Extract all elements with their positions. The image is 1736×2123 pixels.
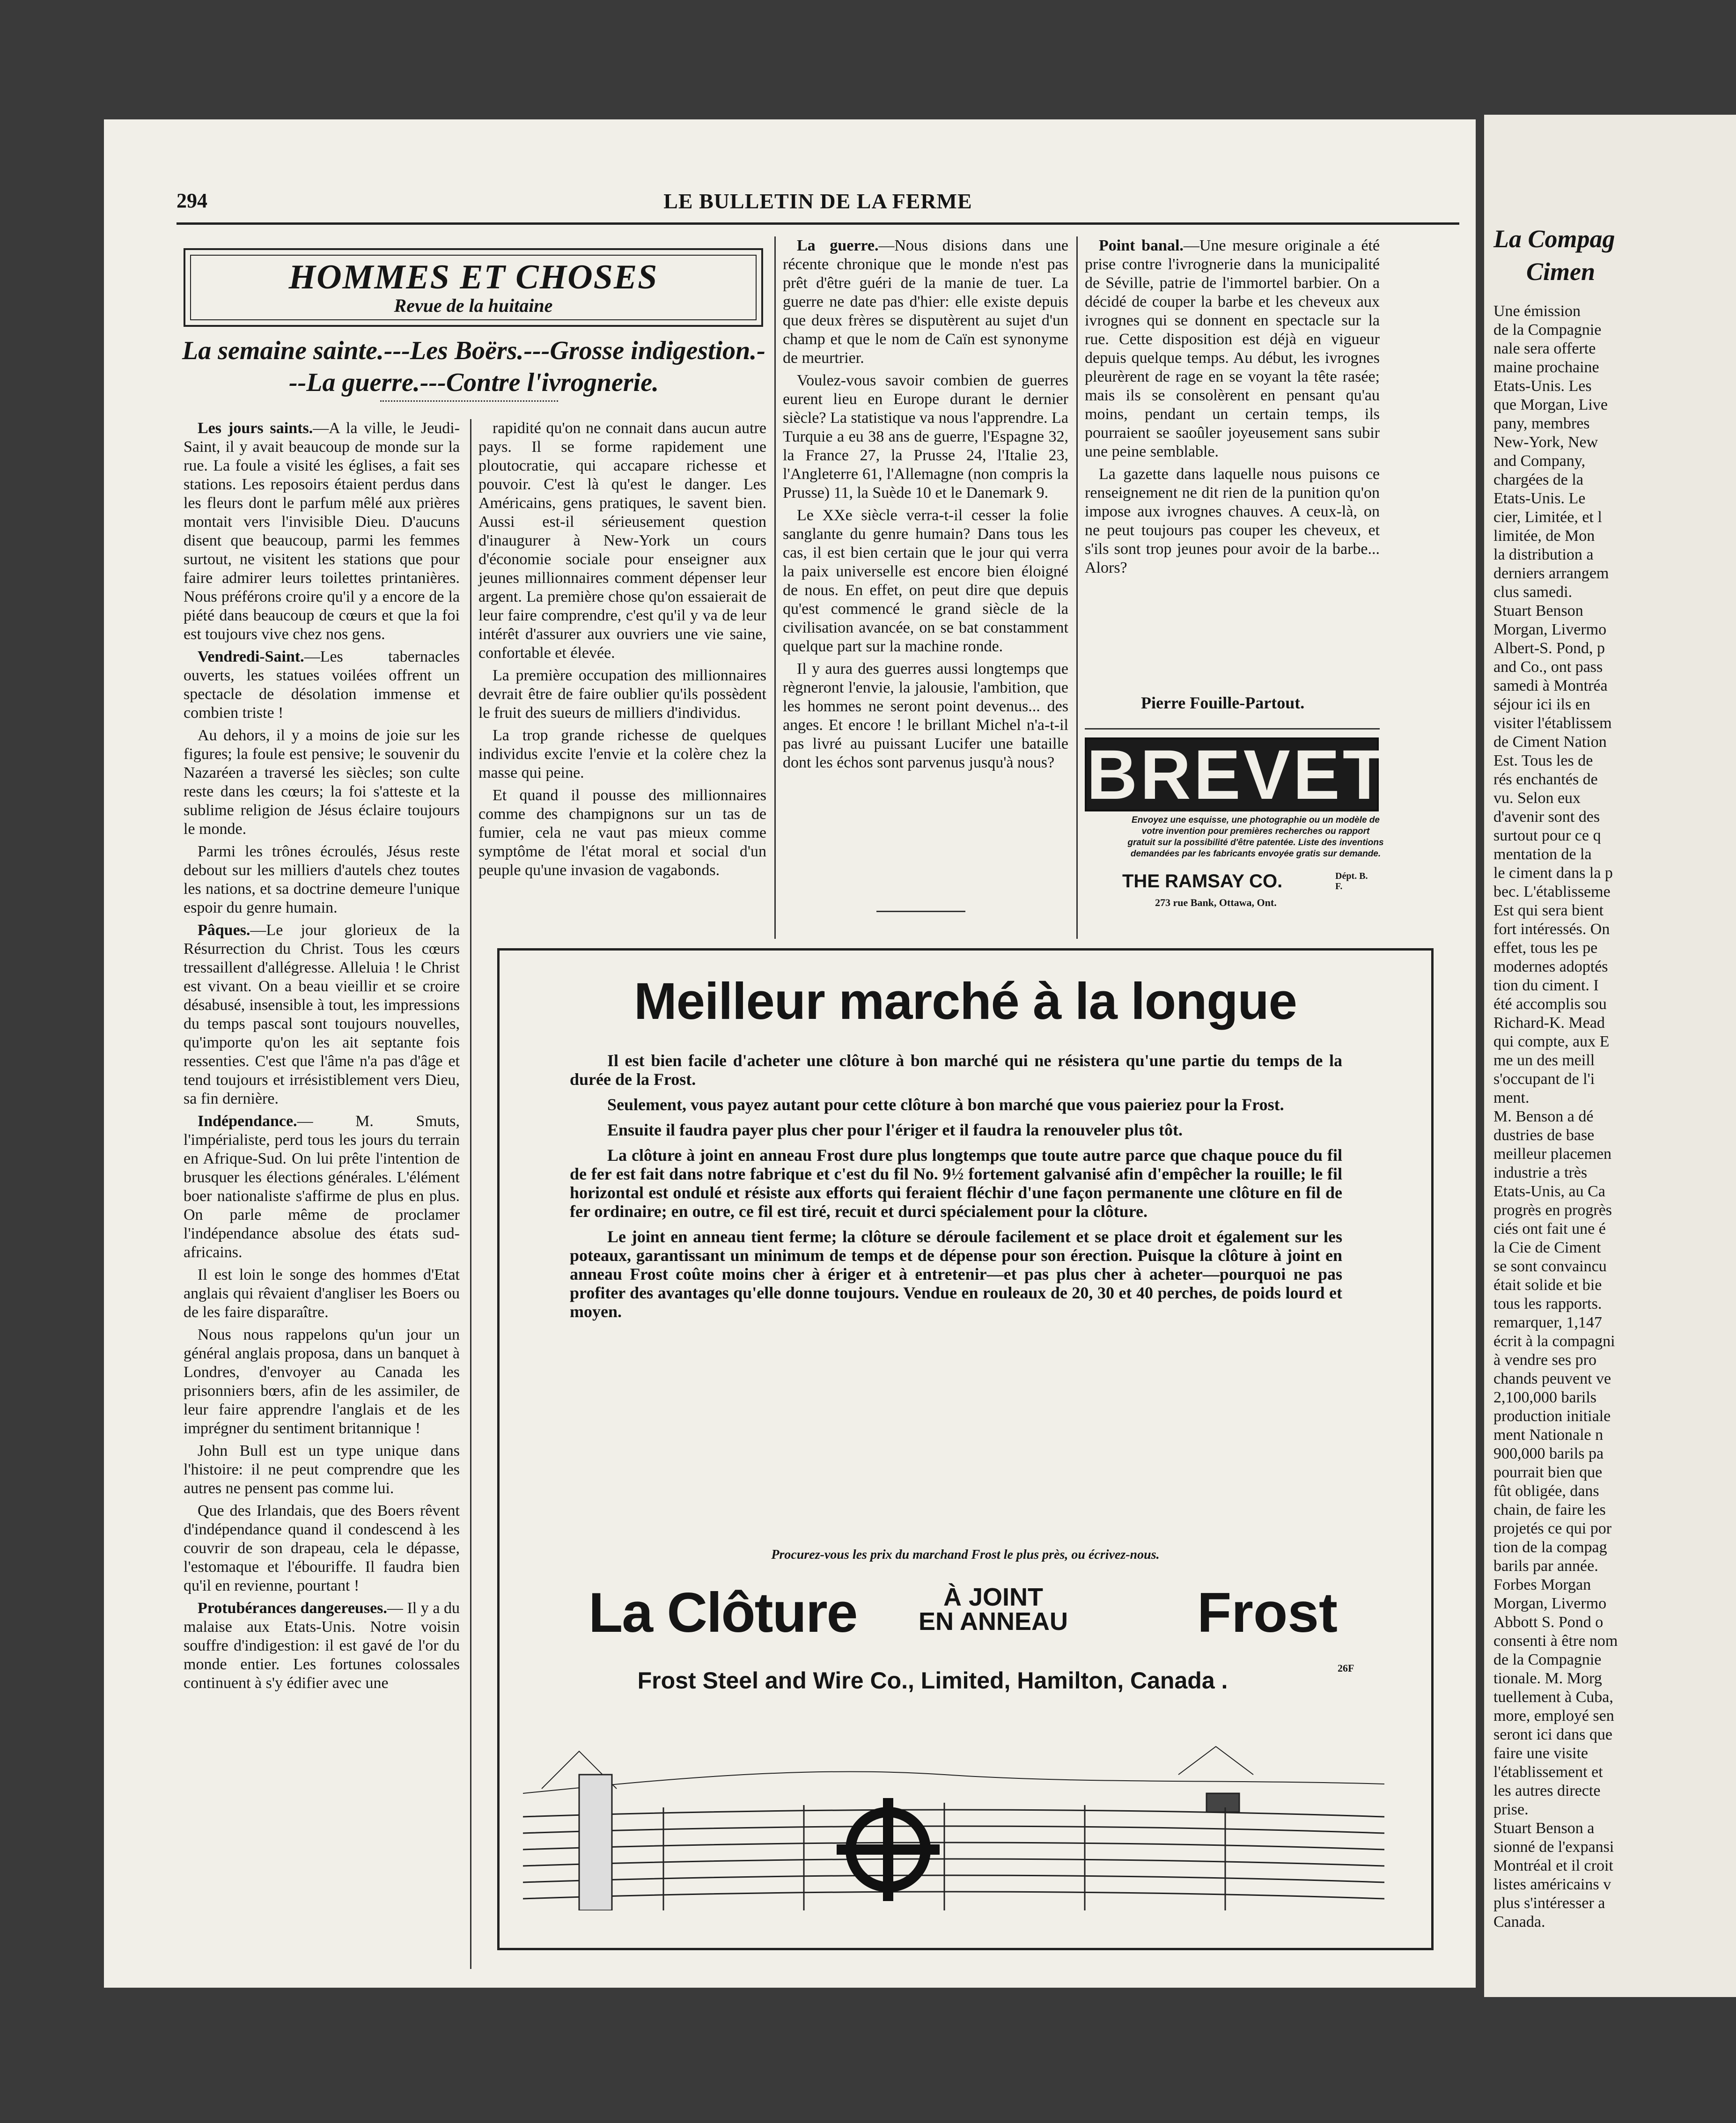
adjacent-line: modernes adoptés <box>1493 958 1608 975</box>
adjacent-line: pany, membres <box>1493 415 1590 432</box>
adjacent-line: ment Nationale n <box>1493 1426 1604 1444</box>
adjacent-line: effet, tous les pe <box>1493 939 1598 957</box>
adjacent-line: Morgan, Livermo <box>1493 1595 1607 1612</box>
paragraph-lead: Les jours saints. <box>198 420 313 437</box>
adjacent-text <box>1493 302 1736 1931</box>
adjacent-line: and Company, <box>1493 452 1586 470</box>
ad-code: 26F <box>1338 1662 1354 1674</box>
adjacent-line: plus s'intéresser a <box>1493 1894 1605 1912</box>
adjacent-line: faire une visite <box>1493 1745 1589 1762</box>
paragraph <box>184 726 460 839</box>
ad-call-to-action: Procurez-vous les prix du marchand Frost le plus près, ou écrivez-nous. <box>771 1548 1160 1562</box>
adjacent-line: le ciment dans la p <box>1493 864 1613 882</box>
adjacent-line: à vendre ses pro <box>1493 1351 1596 1369</box>
brand-middle-line2: EN ANNEAU <box>919 1607 1068 1636</box>
adjacent-line: me un des meill <box>1493 1052 1595 1069</box>
brand-middle-line1: À JOINT <box>943 1583 1044 1611</box>
paragraph-text: — M. Smuts, l'impérialiste, perd tous les jours du terrain en Afrique-Sud. On lui prête l'intention de brusquer les élections générales. L'élément boer nationaliste s'affirme de plus en plus. On parle même de proclamer l'indépendance absolue des états sud-africains. <box>184 1113 460 1261</box>
paragraph-text: Nous nous rappelons qu'un jour un général anglais proposa, dans un banquet à Londres, d'envoyer au Canada les prisonniers bœrs, afin de les assimiler, de leur faire apprendre l'anglais et de les imprégner du sentiment britannique ! <box>184 1326 460 1437</box>
author-signature: Pierre Fouille-Partout. <box>1141 693 1305 712</box>
adjacent-line: séjour ici ils en <box>1493 696 1590 713</box>
paragraph-text: —Nous disions dans une récente chronique que le monde n'est pas prêt d'être guéri de la manie de tuer. La guerre ne date pas d'hier: elle existe depuis que deux frères se disputèrent au sujet d'un champ et que le nom de Caïn est synonyme de meurtrier. <box>783 237 1068 367</box>
adjacent-line: projetés ce qui por <box>1493 1520 1612 1537</box>
paragraph-text: Que des Irlandais, que des Boers rêvent d'indépendance quand il condescend à les couvrir de son drapeau, cela le dépasse, l'estomaque et l'ébouriffe. Il faudra bien qu'il en revienne, pourtant ! <box>184 1502 460 1594</box>
adjacent-line: ment. <box>1493 1089 1530 1106</box>
paragraph-text: rapidité qu'on ne connait dans aucun autre pays. Il se forme rapidement une ploutocratie, qui accapare richesse et pouvoir. C'est là qu'est le danger. Les Américains, gens pratiques, le savent bien. Aussi est-il sérieusement question d'inaugurer à New-York un cours d'économie sociale pour enseigner aux jeunes millionnaires comment dépenser leur argent. La première chose qu'on essaierait de leur faire comprendre, c'est qu'il y va de leur intérêt d'assurer aux ouvriers une vie saine, confortable et élevée. <box>478 420 766 662</box>
paragraph-text: —Une mesure originale a été prise contre l'ivrognerie dans la municipalité de Séville, patrie de l'immortel barbier. On a décidé de couper la barbe et les cheveux aux ivrognes qui se donnent en spectacle sur la rue. Cette disposition est déjà en vigueur depuis quelque temps. Au début, les ivrognes pleurèrent de rage en se voyant la tête rasée; mais ils se consolèrent en pensant qu'au moins, pendant un certain temps, ils pourraient se saoûler joyeusement sans subir une peine semblable. <box>1085 237 1380 460</box>
paragraph-lead: Indépendance. <box>198 1113 297 1130</box>
paragraph <box>478 786 766 880</box>
paragraph-text: John Bull est un type unique dans l'histoire: il ne peut comprendre que les autres ne pensent pas comme lui. <box>184 1442 460 1497</box>
ornament-divider <box>380 400 558 406</box>
ad-paragraph: Il est bien facile d'acheter une clôture à bon marché qui ne résistera qu'une partie du temps de la durée de la Frost. <box>570 1051 1342 1089</box>
adjacent-line: surtout pour ce q <box>1493 827 1601 844</box>
brevets-company: THE RAMSAY CO. <box>1122 871 1283 892</box>
adjacent-line: chain, de faire les <box>1493 1501 1606 1519</box>
adjacent-line: Une émission <box>1493 302 1581 320</box>
brand-right: Frost <box>1197 1581 1338 1644</box>
adjacent-line: les autres directe <box>1493 1782 1601 1799</box>
adjacent-line: rés enchantés de <box>1493 771 1598 788</box>
adjacent-line: Etats-Unis. Les <box>1493 377 1592 395</box>
adjacent-line: d'avenir sont des <box>1493 808 1600 826</box>
paragraph <box>783 660 1068 772</box>
paragraph-lead: Point banal. <box>1099 237 1184 254</box>
adjacent-line: de Ciment Nation <box>1493 733 1607 751</box>
adjacent-line: s'occupant de l'i <box>1493 1070 1595 1088</box>
adjacent-line: cier, Limitée, et l <box>1493 509 1602 526</box>
paragraph <box>478 419 766 663</box>
paragraph-lead: Vendredi-Saint. <box>198 648 304 665</box>
paragraph-text: Le XXe siècle verra-t-il cesser la folie sanglante du genre humain? Dans tous les cas, il est bien certain que le jour qui verra la paix universelle est encore bien éloigné de nous. En effet, on peut dire que depuis qu'est commencé le grand siècle de la civilisation avancée, on se bat constamment quelque part sur la machine ronde. <box>783 507 1068 655</box>
adjacent-line: été accomplis sou <box>1493 995 1607 1013</box>
adjacent-line: fort intéressés. On <box>1493 921 1610 938</box>
adjacent-line: tion du ciment. I <box>1493 977 1599 994</box>
adjacent-line: chargées de la <box>1493 471 1583 488</box>
adjacent-line: pourrait bien que <box>1493 1464 1603 1481</box>
adjacent-line: se sont convaincu <box>1493 1258 1607 1275</box>
adjacent-line: l'établissement et <box>1493 1763 1603 1781</box>
adjacent-line: la distribution a <box>1493 546 1594 563</box>
paragraph <box>184 648 460 722</box>
adjacent-line: derniers arrangem <box>1493 565 1609 582</box>
paragraph-text: La gazette dans laquelle nous puisons ce renseignement ne dit rien de la punition qu'on impose aux ivrognes chauves. A ceux-là, on ne peut toujours pas couper les cheveux, et s'ils sont trop jeunes pour avoir de la barbe... Alors? <box>1085 465 1380 576</box>
adjacent-line: tion de la compag <box>1493 1539 1607 1556</box>
adjacent-line: remarquer, 1,147 <box>1493 1314 1602 1331</box>
adjacent-line: Canada. <box>1493 1913 1545 1931</box>
adjacent-line: ciés ont fait une é <box>1493 1220 1606 1238</box>
publication-title: LE BULLETIN DE LA FERME <box>663 189 972 213</box>
adjacent-line: nale sera offerte <box>1493 340 1596 357</box>
adjacent-line: Stuart Benson a <box>1493 1820 1595 1837</box>
paragraph <box>783 236 1068 368</box>
column-2 <box>478 419 766 884</box>
adjacent-line: Abbott S. Pond o <box>1493 1614 1604 1631</box>
adjacent-line: tionale. M. Morg <box>1493 1670 1602 1687</box>
paragraph-text: — Il y a du malaise aux Etats-Unis. Notre voisin souffre d'indigestion: il est gavé de l'or du monde entier. Les fortunes colossales continuent à s'y édifier avec une <box>184 1600 460 1692</box>
adjacent-line: more, employé sen <box>1493 1707 1614 1725</box>
adjacent-line: de la Compagnie <box>1493 1651 1602 1668</box>
paragraph <box>184 1266 460 1322</box>
adjacent-line: Albert-S. Pond, p <box>1493 640 1605 657</box>
paragraph <box>783 506 1068 656</box>
adjacent-line: Montréal et il croit <box>1493 1857 1613 1874</box>
column-1 <box>184 419 460 1696</box>
adjacent-line: écrit à la compagni <box>1493 1333 1615 1350</box>
adjacent-line: consenti à être nom <box>1493 1632 1618 1650</box>
header-rule <box>177 222 1459 225</box>
short-divider <box>876 911 965 912</box>
fence-illustration <box>523 1723 1384 1910</box>
paragraph <box>184 1442 460 1498</box>
paragraph <box>478 726 766 782</box>
paragraph-text: —A la ville, le Jeudi-Saint, il y avait beaucoup de monde sur la rue. La foule a visité les églises, a fait ses stations. Les reposoirs étaient perdus dans les fleurs dont le parfum mêlé aux prières montait vers l'invisible Dieu. D'aucuns disent que beaucoup, parmi les femmes surtout, ne visitent les stations que pour faire admirer leurs toilettes printanières. Nous préférons croire qu'il y a encore de la piété dans beaucoup de cœurs et que la foi est toujours vive chez nos gens. <box>184 420 460 643</box>
paragraph <box>184 1112 460 1262</box>
adjacent-line: prise. <box>1493 1801 1529 1818</box>
adjacent-line: and Co., ont pass <box>1493 658 1603 676</box>
column-rule <box>1076 236 1078 939</box>
adjacent-line: clus samedi. <box>1493 583 1573 601</box>
ad-body <box>570 1051 1342 1327</box>
adjacent-line: sionné de l'expansi <box>1493 1838 1614 1856</box>
paragraph-text: —Les tabernacles ouverts, les statues voilées offrent un spectacle de désolation immense et combien triste ! <box>184 648 460 722</box>
adjacent-line: production initiale <box>1493 1408 1611 1425</box>
short-divider <box>1085 728 1380 730</box>
ad-paragraph: Seulement, vous payez autant pour cette clôture à bon marché que vous paieriez pour la Frost. <box>607 1095 1284 1114</box>
paragraph-text: Au dehors, il y a moins de joie sur les figures; la foule est pensive; le souvenir du Nazaréen a traversé les siècles; son culte reste dans les cœurs; la foi s'atteste et la sublime religion de Jésus éclaire toujours le monde. <box>184 727 460 838</box>
paragraph-text: Il y aura des guerres aussi longtemps que règneront l'envie, la jalousie, l'ambition, que les hommes ne seront point devenus... des anges. Et encore ! le brillant Michel n'a-t-il pas livré au puissant Lucifer une bataille dont les échos sont parvenus jusqu'à nous? <box>783 660 1068 771</box>
page-number: 294 <box>177 189 207 212</box>
paragraph-lead: La guerre. <box>797 237 879 254</box>
paragraph-text: Il est loin le songe des hommes d'Etat anglais qui rêvaient d'angliser les Boers ou de les faire disparaître. <box>184 1266 460 1321</box>
ad-paragraph: Le joint en anneau tient ferme; la clôture se déroule facilement et se place droit et également sur les poteaux, garantissant un minimum de temps et de dépense pour son érection. Puisque la clôture à joint en anneau Frost coûte moins cher à ériger et à entretenir—et pas plus cher à acheter—pourquoi ne pas profiter des avantages qu'elle donne toujours. Vendue en rouleaux de 20, 30 et 40 perches, de poids lourd et moyen. <box>570 1227 1342 1321</box>
adjacent-line: la Cie de Ciment <box>1493 1239 1601 1256</box>
section-subtitle: Revue de la huitaine <box>394 295 553 316</box>
page-header <box>177 189 1459 212</box>
brevets-advertisement <box>1085 735 1438 908</box>
column-3 <box>783 236 1068 776</box>
paragraph <box>184 1599 460 1693</box>
adjacent-line: visiter l'établissem <box>1493 715 1612 732</box>
adjacent-page <box>1484 115 1736 1997</box>
adjacent-line: Forbes Morgan <box>1493 1576 1591 1593</box>
brevets-headline: BREVETS <box>1085 737 1379 811</box>
paragraph <box>184 1502 460 1595</box>
adjacent-line: Est qui sera bient <box>1493 902 1604 919</box>
brevets-address: 273 rue Bank, Ottawa, Ont. <box>1155 897 1277 908</box>
column-4 <box>1085 236 1380 581</box>
adjacent-heading-1: La Compag <box>1493 225 1615 253</box>
adjacent-line: était solide et bie <box>1493 1276 1602 1294</box>
adjacent-line: industrie a très <box>1493 1164 1588 1181</box>
paragraph-text: Parmi les trônes écroulés, Jésus reste debout sur les milliers d'autels chez toutes les nations, et sa doctrine demeure l'unique espoir du genre humain. <box>184 843 460 916</box>
paragraph <box>184 921 460 1108</box>
paragraph <box>1085 236 1380 461</box>
column-rule <box>470 419 471 1969</box>
adjacent-line: progrès en progrès <box>1493 1202 1612 1219</box>
adjacent-line: Stuart Benson <box>1493 602 1583 619</box>
adjacent-line: Etats-Unis. Le <box>1493 490 1586 507</box>
section-title: HOMMES ET CHOSES <box>288 258 658 296</box>
ad-headline: Meilleur marché à la longue <box>634 973 1297 1030</box>
adjacent-line: samedi à Montréa <box>1493 677 1608 694</box>
paragraph-text: Voulez-vous savoir combien de guerres eurent lieu en Europe durant le dernier siècle? La statistique va nous l'apprendre. La Turquie a eu 38 ans de guerre, l'Espagne 32, la France 27, la Prusse 24, l'Italie 23, l'Angleterre 61, l'Allemagne (non compris la Prusse) 11, la Suède 10 et le Danemark 9. <box>783 372 1068 501</box>
paragraph-lead: Protubérances dangereuses. <box>198 1600 387 1617</box>
adjacent-heading-2: Cimen <box>1526 258 1596 286</box>
adjacent-line: Morgan, Livermo <box>1493 621 1607 638</box>
paragraph-text: La trop grande richesse de quelques individus excite l'envie et la colère chez la masse qui peine. <box>478 727 766 781</box>
brand-middle <box>919 1585 1068 1634</box>
paragraph <box>184 842 460 917</box>
adjacent-line: Richard-K. Mead <box>1493 1014 1605 1032</box>
adjacent-line: vu. Selon eux <box>1493 789 1581 807</box>
adjacent-line: de la Compagnie <box>1493 321 1602 339</box>
adjacent-line: New-York, New <box>1493 434 1598 451</box>
adjacent-line: chands peuvent ve <box>1493 1370 1611 1387</box>
adjacent-line: 900,000 barils pa <box>1493 1445 1604 1462</box>
adjacent-line: maine prochaine <box>1493 359 1599 376</box>
adjacent-line: M. Benson a dé <box>1493 1108 1594 1125</box>
adjacent-line: 2,100,000 barils <box>1493 1389 1597 1406</box>
ad-paragraph: La clôture à joint en anneau Frost dure plus longtemps que toute autre parce que chaque pouce du fil de fer est fait dans notre fabrique et c'est du fil No. 9½ fortement galvanisé afin d'empêcher la rouille; le fil horizontal est ondulé et résiste aux efforts qui feraient fléchir d'une façon permanente une clôture en fil de fer ordinaire; en outre, ce fil est tiré, recuit et durci spécialement pour la clôture. <box>570 1146 1342 1221</box>
paragraph-lead: Pâques. <box>198 921 250 939</box>
ad-manufacturer: Frost Steel and Wire Co., Limited, Hamilton, Canada . <box>637 1667 1228 1694</box>
adjacent-column <box>1484 222 1736 1931</box>
paragraph <box>1085 465 1380 577</box>
paragraph <box>783 371 1068 502</box>
adjacent-line: fût obligée, dans <box>1493 1482 1599 1500</box>
adjacent-line: limitée, de Mon <box>1493 527 1595 545</box>
adjacent-line: mentation de la <box>1493 846 1592 863</box>
article-subhead: La semaine sainte.---Les Boërs.---Grosse indigestion.---La guerre.---Contre l'ivrognerie. <box>182 336 765 397</box>
newspaper-page <box>104 119 1476 1988</box>
brevets-body: Envoyez une esquisse, une photographie ou un modèle de votre invention pour premières recherches ou rapport gratuit sur la possibilité d'être patentée. Liste des inventions demandées par les fabricants envoyée gratis sur demande. <box>1127 815 1384 859</box>
paragraph <box>184 419 460 644</box>
adjacent-line: tuellement à Cuba, <box>1493 1688 1613 1706</box>
brand-left: La Clôture <box>588 1581 857 1644</box>
paragraph-text: Et quand il pousse des millionnaires comme des champignons sur un tas de fumier, cela ne vaut pas mieux comme symptôme de l'état moral et social d'un peuple qu'une invasion de vagabonds. <box>478 787 766 879</box>
adjacent-line: barils par année. <box>1493 1557 1598 1575</box>
adjacent-line: tous les rapports. <box>1493 1295 1602 1312</box>
ad-brand-line <box>588 1576 1361 1644</box>
frost-fence-advertisement <box>497 948 1434 1950</box>
adjacent-line: meilleur placemen <box>1493 1145 1612 1163</box>
ad-paragraph: Ensuite il faudra payer plus cher pour l'ériger et il faudra la renouveler plus tôt. <box>607 1120 1183 1139</box>
paragraph <box>478 666 766 722</box>
adjacent-line: que Morgan, Live <box>1493 396 1608 413</box>
paragraph-text: —Le jour glorieux de la Résurrection du Christ. Tous les cœurs tressaillent d'allégresse. Alleluia ! le Christ est vivant. On a beau vieillir et se croire désabusé, insensible à tout, les impressions du temps pascal sont toujours nouvelles, qu'importe qu'on les ait septante fois ressenties. C'est que l'âme n'a pas d'âge et tend toujours et irrésistiblement vers Dieu, sa fin dernière. <box>184 921 460 1107</box>
adjacent-line: bec. L'établisseme <box>1493 883 1611 900</box>
column-rule <box>774 236 776 939</box>
section-title-box <box>184 248 763 327</box>
paragraph <box>184 1326 460 1438</box>
adjacent-line: listes américains v <box>1493 1876 1611 1893</box>
adjacent-line: Est. Tous les de <box>1493 752 1593 769</box>
adjacent-line: seront ici dans que <box>1493 1726 1612 1743</box>
brevets-department: Dépt. B. F. <box>1335 871 1368 892</box>
adjacent-line: Etats-Unis, au Ca <box>1493 1183 1605 1200</box>
adjacent-line: dustries de base <box>1493 1127 1595 1144</box>
paragraph-text: La première occupation des millionnaires devrait être de faire oublier qu'ils possèdent le fruit des sueurs de milliers d'individus. <box>478 667 766 722</box>
adjacent-line: qui compte, aux E <box>1493 1033 1610 1050</box>
